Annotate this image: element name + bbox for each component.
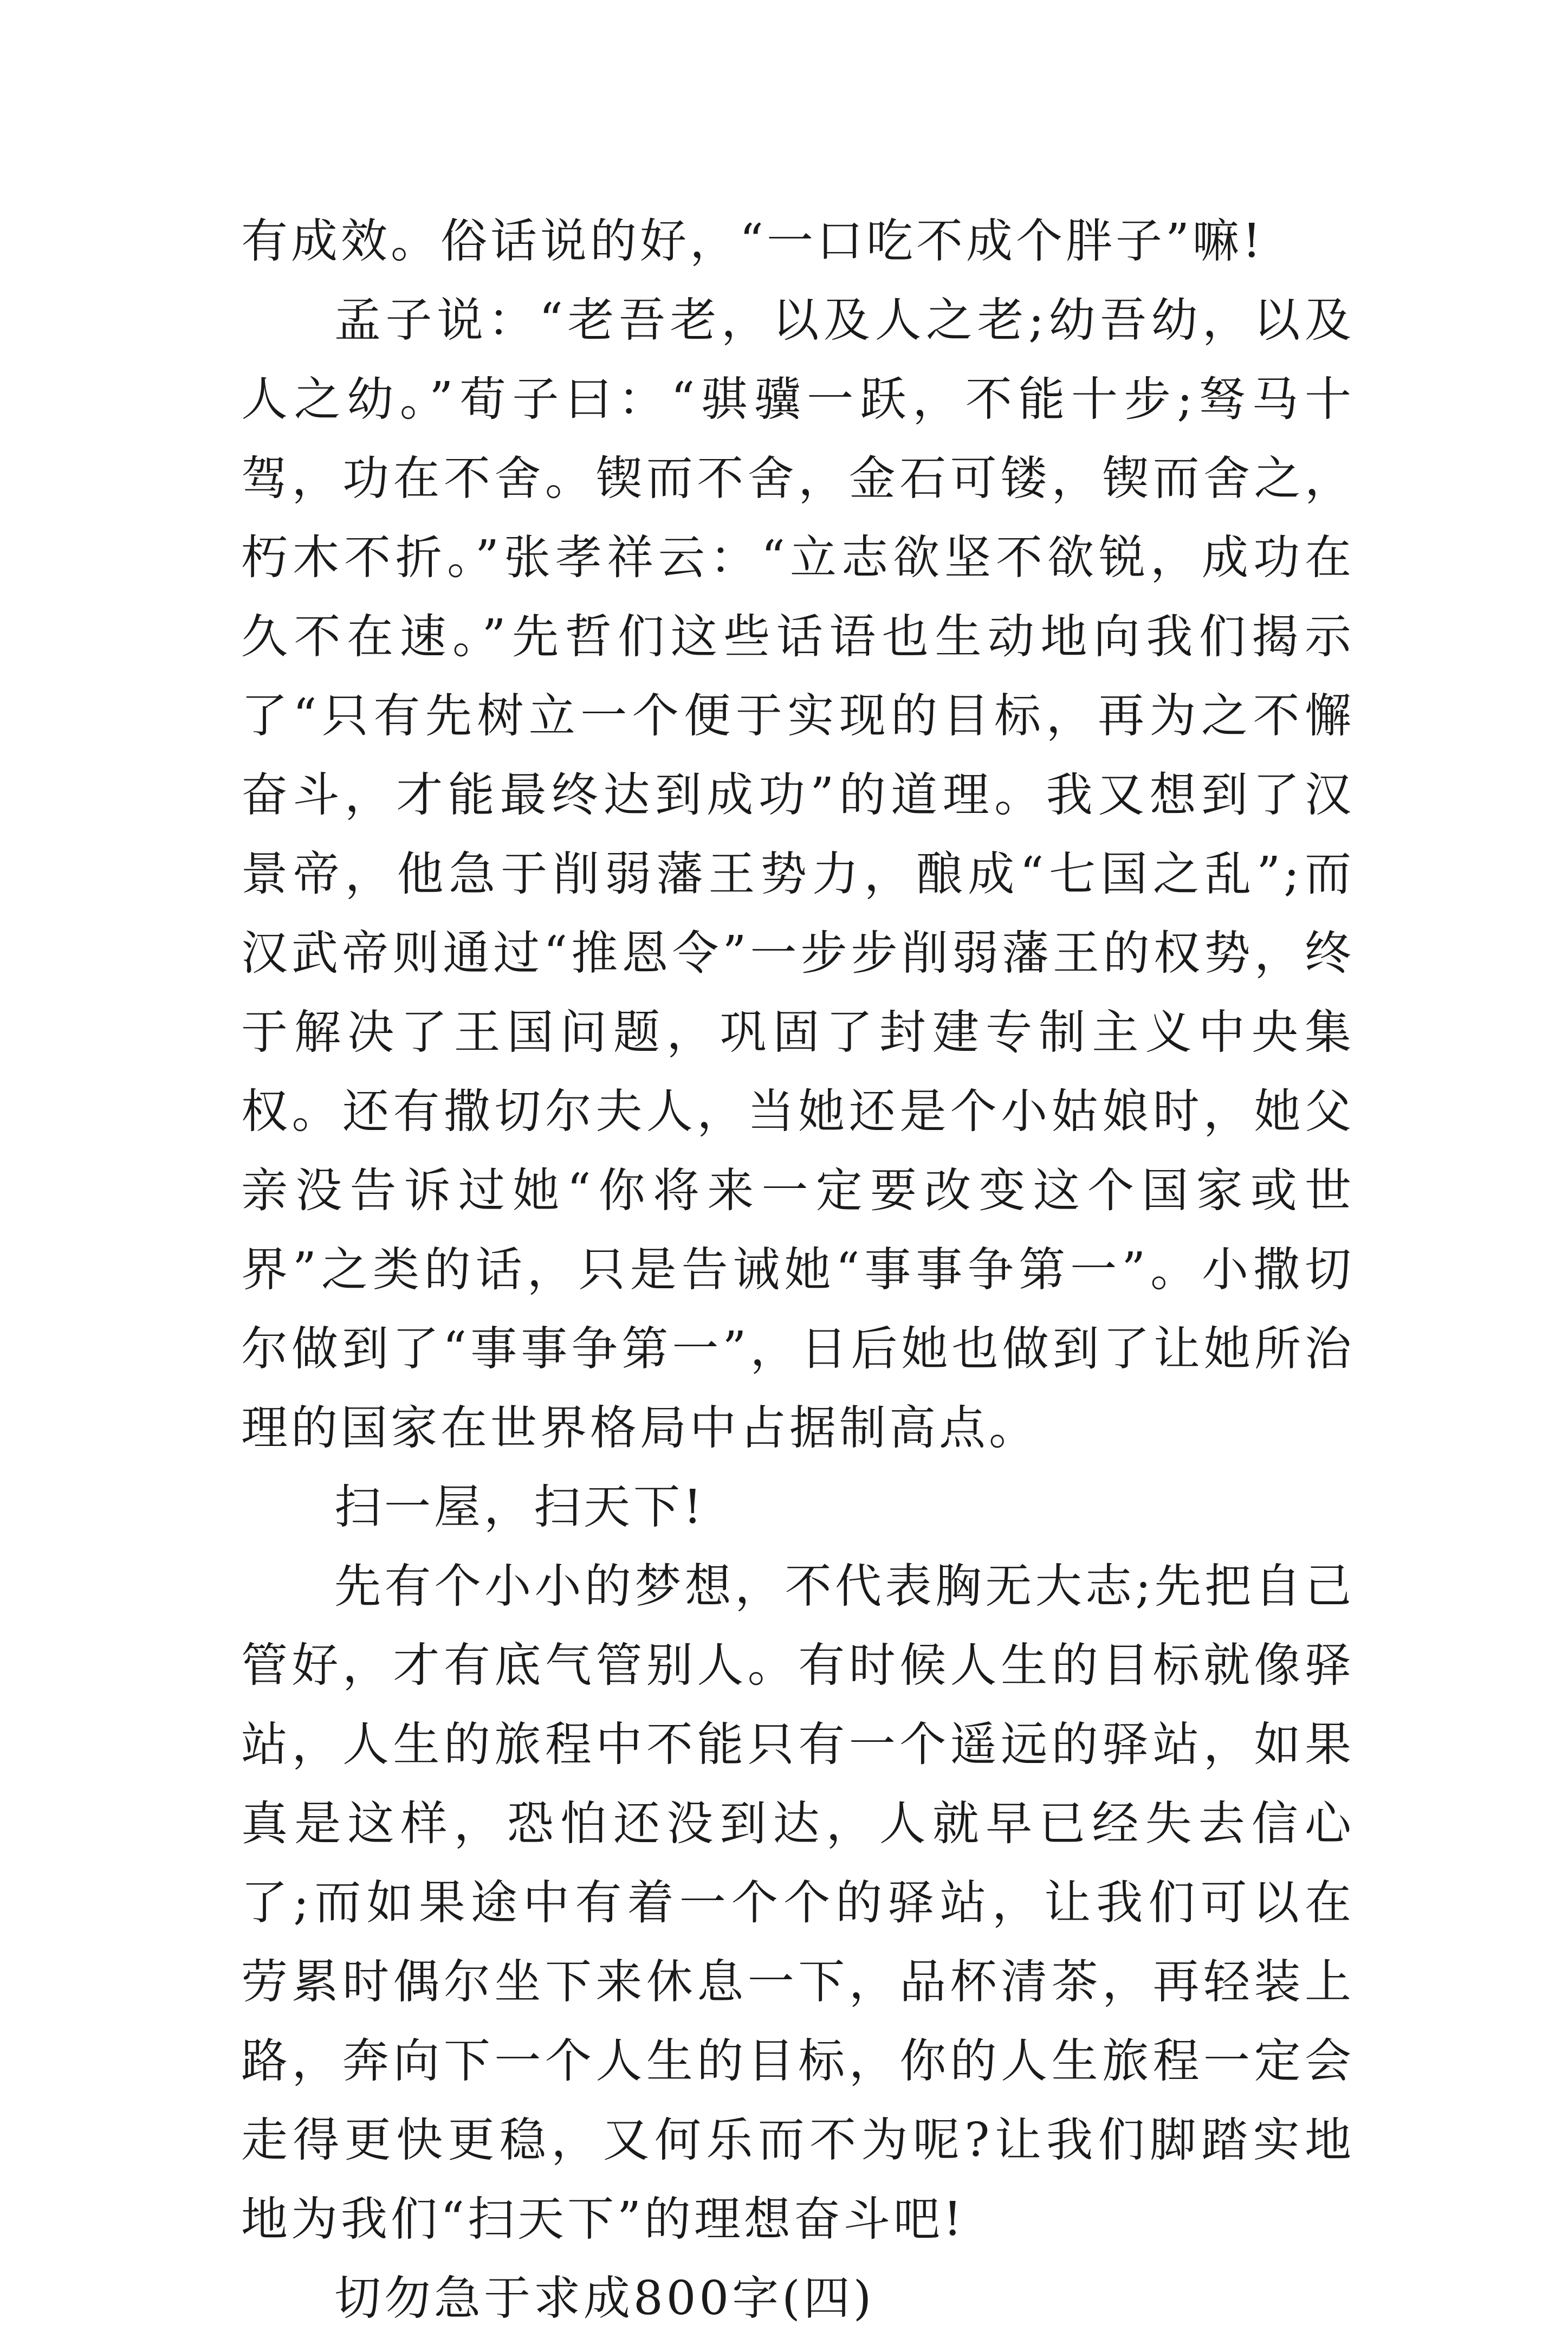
paragraph-quotes-and-history: 孟子说：“老吾老，以及人之老;幼吾幼，以及人之幼。”荀子曰：“骐骥一跃，不能十步;驽马十驾，功在不舍。锲而不舍，金石可镂，锲而舍之，朽木不折。”张孝祥云：“立志欲坚不欲锐，成功在久不在速。”先哲们这些话语也生动地向我们揭示了“只有先树立一个便于实现的目标，再为之不懈奋斗，才能最终达到成功”的道理。我又想到了汉景帝，他急于削弱藩王势力，酿成“七国之乱”;而汉武帝则通过“推恩令”一步步削弱藩王的权势，终于解决了王国问题，巩固了封建专制主义中央集权。还有撒切尔夫人，当她还是个小姑娘时，她父亲没告诉过她“你将来一定要改变这个国家或世界”之类的话，只是告诫她“事事争第一”。小撒切尔做到了“事事争第一”，日后她也做到了让她所治理的国家在世界格局中占据制高点。 <box>241 293 1355 1455</box>
essay-title-next: 切勿急于求成800字(四) <box>334 2271 875 2326</box>
document-body <box>241 202 1355 2338</box>
paragraph-small-dreams: 先有个小小的梦想，不代表胸无大志;先把自己管好，才有底气管别人。有时候人生的目标就像驿站，人生的旅程中不能只有一个遥远的驿站，如果真是这样，恐怕还没到达，人就早已经失去信心了;而如果途中有着一个个的驿站，让我们可以在劳累时偶尔坐下来休息一下，品杯清茶，再轻装上路，奔向下一个人生的目标，你的人生旅程一定会走得更快更稳，又何乐而不为呢?让我们脚踏实地地为我们“扫天下”的理想奋斗吧! <box>241 1559 1355 2246</box>
paragraph-short-heading: 扫一屋，扫天下! <box>334 1480 705 1534</box>
paragraph-continuation: 有成效。俗话说的好，“一口吃不成个胖子”嘛! <box>241 214 1265 268</box>
